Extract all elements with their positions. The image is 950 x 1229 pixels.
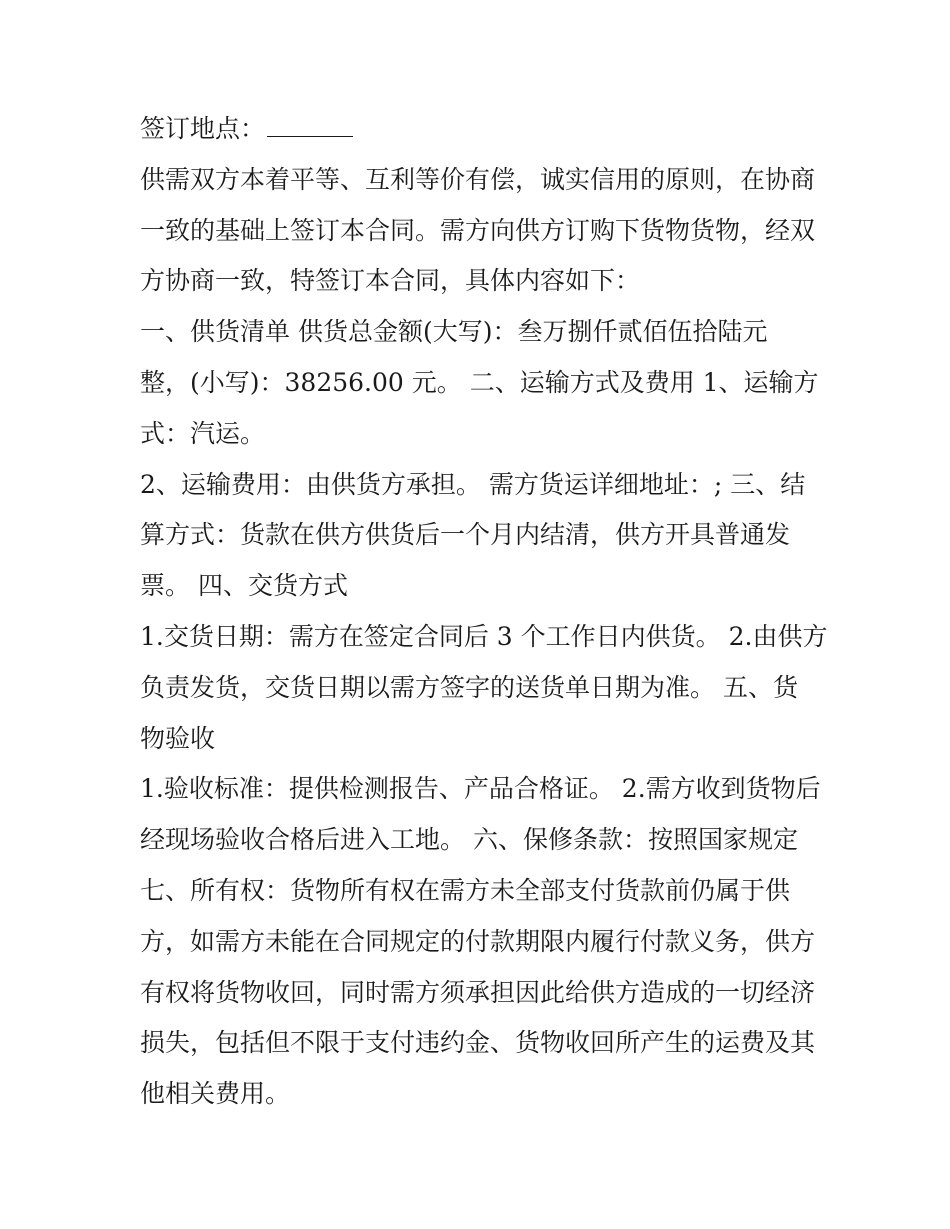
body-line: 算方式：货款在供方供货后一个月内结清，供方开具普通发 [140,520,791,550]
body-line: 整，(小写)：38256.00 元。 二、运输方式及费用 1、运输方 [140,367,819,397]
body-line: 负责发货，交货日期以需方签字的送货单日期为准。 五、货 [140,672,798,702]
body-line: 一致的基础上签订本合同。需方向供方订购下货物货物，经双 [140,215,816,245]
body-line: 方，如需方未能在合同规定的付款期限内履行付款义务，供方 [140,926,816,956]
signing-place-blank [267,114,353,137]
body-line: 1.交货日期：需方在签定合同后 3 个工作日内供货。 2.由供方 [140,621,828,651]
signing-place-label: 签订地点： [140,114,266,143]
body-line: 2、运输费用：由供货方承担。 需方货运详细地址：; 三、结 [140,469,806,499]
body-line: 物验收 [140,723,216,753]
body-line: 式：汽运。 [140,418,266,448]
contract-page [140,104,828,1120]
body-line: 他相关费用。 [140,1079,291,1109]
body-line: 票。 四、交货方式 [140,571,348,601]
body-line: 1.验收标准：提供检测报告、产品合格证。 2.需方收到货物后 [140,774,821,804]
body-line: 经现场验收合格后进入工地。 六、保修条款：按照国家规定 [140,825,798,855]
body-line: 损失，包括但不限于支付违约金、货物收回所产生的运费及其 [140,1028,816,1058]
body-line: 七、所有权：货物所有权在需方未全部支付货款前仍属于供 [140,875,791,905]
body-line: 供需双方本着平等、互利等价有偿，诚实信用的原则，在协商 [140,164,816,194]
body-line: 有权将货物收回，同时需方须承担因此给供方造成的一切经济 [140,977,816,1007]
body-line: 方协商一致，特签订本合同，具体内容如下： [140,266,641,296]
signing-place-line [140,104,820,155]
body-line: 一、供货清单 供货总金额(大写)：叁万捌仟贰佰伍拾陆元 [140,317,768,347]
